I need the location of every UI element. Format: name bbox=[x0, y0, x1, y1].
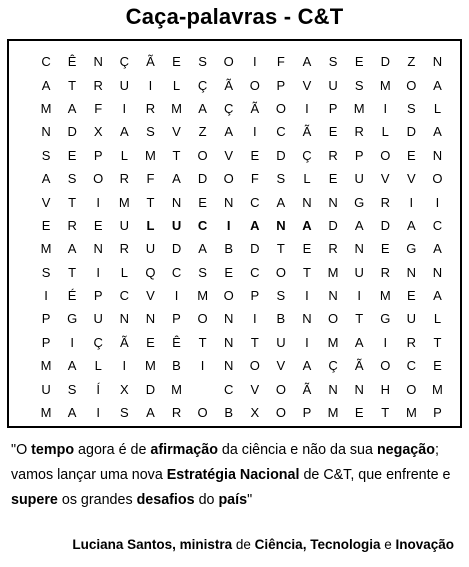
grid-letter[interactable]: T bbox=[381, 405, 390, 421]
grid-letter[interactable]: M bbox=[40, 358, 52, 374]
page-title: Caça-palavras - C&T bbox=[125, 4, 344, 29]
grid-letter[interactable]: E bbox=[41, 217, 51, 233]
grid-letter[interactable]: O bbox=[275, 381, 286, 397]
grid-letter[interactable]: F bbox=[94, 100, 103, 116]
grid-letter[interactable]: E bbox=[146, 334, 155, 350]
quote-attribution bbox=[0, 537, 454, 552]
grid-letter[interactable]: N bbox=[328, 381, 338, 397]
grid-letter[interactable]: E bbox=[302, 241, 312, 257]
grid-letter[interactable]: U bbox=[93, 311, 103, 327]
grid-letter[interactable]: I bbox=[252, 54, 257, 70]
grid-row bbox=[33, 97, 451, 120]
grid-letter[interactable]: Ê bbox=[172, 334, 181, 350]
grid-letter[interactable]: R bbox=[328, 241, 338, 257]
grid-letter[interactable]: I bbox=[305, 334, 309, 350]
grid-letter[interactable]: S bbox=[328, 54, 338, 70]
grid-letter[interactable]: I bbox=[435, 194, 440, 210]
grid-letter[interactable]: R bbox=[119, 241, 130, 257]
grid-letter[interactable]: R bbox=[93, 77, 103, 93]
grid-letter[interactable]: E bbox=[407, 288, 416, 304]
grid-letter[interactable]: P bbox=[172, 311, 181, 327]
grid-row bbox=[33, 354, 451, 377]
quote-keyword: tempo bbox=[31, 442, 75, 458]
grid-letter[interactable]: N bbox=[302, 194, 312, 210]
grid-letter[interactable]: C bbox=[197, 217, 208, 233]
caption-ministry: Ciência, Tecnologia bbox=[254, 537, 381, 552]
author-name: Luciana Santos, ministra bbox=[72, 537, 233, 552]
grid-letter[interactable]: A bbox=[146, 405, 155, 421]
quote-keyword: desafios bbox=[136, 492, 195, 508]
grid-letter[interactable]: F bbox=[250, 171, 259, 187]
grid-letter[interactable]: D bbox=[328, 217, 338, 233]
grid-letter[interactable]: D bbox=[380, 217, 390, 233]
grid-letter[interactable]: A bbox=[119, 124, 129, 140]
grid-letter[interactable]: S bbox=[67, 381, 77, 397]
grid-letter[interactable]: S bbox=[119, 405, 129, 421]
grid-letter[interactable]: M bbox=[171, 100, 182, 116]
grid-letter[interactable]: A bbox=[67, 100, 77, 116]
grid-letter[interactable]: M bbox=[40, 405, 52, 421]
grid-letter[interactable]: A bbox=[354, 334, 364, 350]
grid-letter[interactable]: T bbox=[68, 77, 77, 93]
grid-letter[interactable]: N bbox=[119, 311, 130, 327]
grid-letter[interactable]: S bbox=[146, 124, 155, 140]
grid-letter[interactable]: L bbox=[94, 358, 102, 374]
grid-letter[interactable]: S bbox=[198, 264, 207, 280]
grid-letter[interactable]: U bbox=[145, 241, 156, 257]
grid-letter[interactable]: V bbox=[41, 194, 51, 210]
grid-letter[interactable]: M bbox=[145, 147, 156, 163]
grid-letter[interactable]: T bbox=[433, 334, 442, 350]
grid-letter[interactable]: A bbox=[302, 54, 312, 70]
grid-letter[interactable]: N bbox=[354, 381, 364, 397]
grid-letter[interactable]: R bbox=[354, 124, 364, 140]
grid-letter[interactable]: D bbox=[406, 124, 417, 140]
grid-letter[interactable]: Ã bbox=[302, 381, 312, 397]
grid-letter[interactable]: T bbox=[276, 241, 285, 257]
grid-letter[interactable]: E bbox=[250, 147, 260, 163]
grid-letter[interactable]: B bbox=[224, 405, 234, 421]
grid-row bbox=[33, 190, 451, 213]
grid-letter[interactable]: M bbox=[327, 264, 339, 280]
grid-letter[interactable]: Q bbox=[145, 264, 156, 280]
grid-letter[interactable]: I bbox=[96, 194, 101, 210]
grid-letter[interactable]: P bbox=[328, 100, 338, 116]
grid-letter[interactable]: I bbox=[44, 288, 48, 304]
grid-letter[interactable]: G bbox=[354, 194, 365, 210]
grid-letter[interactable]: X bbox=[93, 124, 103, 140]
grid-letter[interactable]: N bbox=[224, 311, 234, 327]
quote-part: do bbox=[194, 492, 219, 508]
grid-letter[interactable]: I bbox=[252, 124, 257, 140]
grid-letter[interactable]: O bbox=[328, 311, 339, 327]
grid-letter[interactable]: P bbox=[41, 311, 51, 327]
quote-part: agora é de bbox=[74, 442, 151, 458]
grid-letter[interactable]: G bbox=[380, 311, 391, 327]
grid-letter[interactable]: A bbox=[67, 358, 77, 374]
grid-letter[interactable]: S bbox=[354, 77, 364, 93]
grid-letter[interactable]: A bbox=[41, 171, 51, 187]
grid-letter[interactable]: U bbox=[406, 311, 417, 327]
grid-letter[interactable]: B bbox=[224, 241, 234, 257]
grid-letter[interactable]: N bbox=[224, 334, 234, 350]
grid-letter[interactable]: P bbox=[354, 147, 364, 163]
grid-letter[interactable]: T bbox=[198, 334, 207, 350]
grid-letter[interactable]: N bbox=[93, 241, 103, 257]
grid-letter[interactable]: L bbox=[303, 171, 311, 187]
grid-letter[interactable]: Ã bbox=[354, 358, 364, 374]
grid-letter[interactable]: N bbox=[432, 54, 443, 70]
grid-letter[interactable]: Z bbox=[198, 124, 207, 140]
grid-letter[interactable]: I bbox=[96, 264, 101, 280]
grid-letter[interactable]: V bbox=[172, 124, 181, 140]
grid-letter[interactable]: E bbox=[198, 194, 207, 210]
grid-letter[interactable]: O bbox=[406, 77, 417, 93]
grid-letter[interactable]: C bbox=[171, 264, 182, 280]
grid-row bbox=[33, 284, 451, 307]
grid-letter[interactable]: N bbox=[328, 288, 338, 304]
grid-letter[interactable]: P bbox=[433, 405, 442, 421]
quote-keyword: afirmação bbox=[150, 442, 218, 458]
grid-row bbox=[33, 50, 451, 73]
grid-letter[interactable]: É bbox=[67, 288, 77, 304]
quote-keyword: negação bbox=[376, 442, 435, 458]
quote-keyword: país bbox=[218, 492, 248, 508]
grid-letter[interactable]: A bbox=[198, 241, 207, 257]
grid-letter[interactable]: O bbox=[275, 100, 286, 116]
grid-letter[interactable]: A bbox=[198, 100, 207, 116]
grid-letter[interactable]: P bbox=[93, 147, 103, 163]
grid-letter[interactable]: Ç bbox=[119, 54, 130, 70]
grid-letter[interactable]: R bbox=[328, 147, 338, 163]
grid-letter[interactable]: I bbox=[357, 288, 361, 304]
grid-letter[interactable]: N bbox=[93, 54, 103, 70]
grid-letter[interactable]: I bbox=[383, 100, 388, 116]
grid-letter[interactable]: E bbox=[354, 54, 364, 70]
grid-letter[interactable]: C bbox=[119, 288, 130, 304]
grid-row bbox=[33, 377, 451, 400]
grid-letter[interactable]: Ç bbox=[224, 100, 234, 116]
grid-letter[interactable]: T bbox=[68, 264, 77, 280]
grid-letter[interactable]: E bbox=[328, 171, 338, 187]
grid-letter[interactable]: I bbox=[200, 358, 205, 374]
grid-letter[interactable]: T bbox=[172, 147, 181, 163]
grid-letter[interactable]: M bbox=[40, 100, 52, 116]
grid-letter[interactable]: R bbox=[406, 334, 417, 350]
grid-letter[interactable]: P bbox=[302, 405, 312, 421]
grid-letter[interactable]: G bbox=[406, 241, 417, 257]
grid-row bbox=[33, 307, 451, 330]
caption-ministry: Inovação bbox=[395, 537, 454, 552]
grid-letter[interactable]: I bbox=[305, 288, 309, 304]
grid-letter[interactable]: N bbox=[41, 124, 51, 140]
grid-letter[interactable]: V bbox=[224, 147, 234, 163]
caption-part: e bbox=[380, 537, 396, 552]
grid-letter[interactable]: C bbox=[432, 217, 443, 233]
grid-letter[interactable]: P bbox=[93, 288, 103, 304]
grid-letter[interactable]: D bbox=[145, 381, 156, 397]
grid-letter[interactable]: S bbox=[407, 100, 416, 116]
grid-letter[interactable]: O bbox=[223, 171, 234, 187]
grid-letter[interactable]: E bbox=[433, 358, 442, 374]
grid-letter[interactable]: N bbox=[328, 194, 338, 210]
grid-letter[interactable]: V bbox=[302, 77, 312, 93]
grid-letter[interactable]: E bbox=[328, 124, 338, 140]
grid-letter[interactable]: E bbox=[380, 241, 390, 257]
grid-row bbox=[33, 167, 451, 190]
grid-row bbox=[33, 214, 451, 237]
grid-letter[interactable]: M bbox=[327, 334, 339, 350]
grid-letter[interactable]: A bbox=[433, 241, 442, 257]
grid-letter[interactable]: P bbox=[41, 334, 51, 350]
grid-letter[interactable]: U bbox=[354, 171, 364, 187]
quote-part: de C&T, que enfrente e bbox=[299, 467, 451, 483]
quote-part: " bbox=[247, 492, 253, 508]
grid-letter[interactable]: D bbox=[250, 241, 260, 257]
grid-letter[interactable]: A bbox=[67, 405, 77, 421]
grid-letter[interactable]: N bbox=[432, 147, 443, 163]
grid-letter[interactable]: I bbox=[122, 100, 127, 116]
grid-letter[interactable]: D bbox=[276, 147, 286, 163]
grid-letter[interactable]: M bbox=[197, 288, 209, 304]
grid-letter[interactable]: S bbox=[41, 147, 51, 163]
grid-letter[interactable]: I bbox=[148, 77, 153, 93]
grid-letter[interactable]: R bbox=[380, 194, 390, 210]
grid-letter[interactable]: O bbox=[93, 171, 104, 187]
grid-letter[interactable]: M bbox=[171, 381, 182, 397]
grid-letter[interactable]: N bbox=[276, 217, 286, 233]
grid-letter[interactable] bbox=[190, 378, 216, 401]
grid-letter[interactable]: O bbox=[380, 358, 391, 374]
grid-letter[interactable]: O bbox=[249, 77, 260, 93]
grid-letter[interactable]: E bbox=[224, 264, 234, 280]
grid-letter[interactable]: Ã bbox=[146, 54, 155, 70]
grid-letter[interactable]: T bbox=[303, 264, 311, 280]
grid-letter[interactable]: A bbox=[302, 217, 312, 233]
grid-letter[interactable]: M bbox=[118, 194, 130, 210]
grid-letter[interactable]: S bbox=[67, 171, 77, 187]
grid-row bbox=[33, 120, 451, 143]
grid-letter[interactable]: Z bbox=[407, 54, 416, 70]
grid-letter[interactable]: L bbox=[381, 124, 389, 140]
quote-part: "O bbox=[11, 442, 32, 458]
grid-letter[interactable]: D bbox=[171, 241, 182, 257]
grid-letter[interactable]: I bbox=[252, 311, 257, 327]
grid-letter[interactable]: A bbox=[67, 241, 77, 257]
caption-part: de bbox=[232, 537, 255, 552]
grid-letter[interactable]: U bbox=[328, 77, 338, 93]
grid-letter[interactable]: D bbox=[197, 171, 208, 187]
grid-letter[interactable]: R bbox=[145, 100, 156, 116]
grid-letter[interactable]: M bbox=[353, 100, 365, 116]
grid-letter[interactable]: I bbox=[383, 334, 388, 350]
grid-row bbox=[33, 261, 451, 284]
grid-letter[interactable]: A bbox=[250, 217, 260, 233]
grid-letter[interactable]: A bbox=[276, 194, 286, 210]
grid-letter[interactable]: I bbox=[122, 358, 127, 374]
grid-letter[interactable]: N bbox=[406, 264, 417, 280]
grid-letter[interactable]: Ã bbox=[119, 334, 129, 350]
grid-letter[interactable]: N bbox=[145, 311, 156, 327]
grid-letter[interactable]: M bbox=[379, 77, 391, 93]
grid-letter[interactable]: N bbox=[224, 358, 234, 374]
grid-letter[interactable]: Ç bbox=[93, 334, 103, 350]
grid-letter[interactable]: Í bbox=[96, 381, 101, 397]
grid-letter[interactable]: M bbox=[327, 405, 339, 421]
grid-letter[interactable]: C bbox=[41, 54, 51, 70]
grid-letter[interactable]: M bbox=[405, 405, 417, 421]
grid-letter[interactable]: A bbox=[433, 124, 442, 140]
grid-letter[interactable]: X bbox=[250, 405, 260, 421]
grid-letter[interactable]: N bbox=[432, 264, 443, 280]
grid-letter[interactable]: L bbox=[146, 217, 155, 233]
grid-letter[interactable]: Ã bbox=[302, 124, 312, 140]
grid-row bbox=[33, 73, 451, 96]
grid-letter[interactable]: I bbox=[409, 194, 414, 210]
grid-letter[interactable]: E bbox=[93, 217, 103, 233]
grid-letter[interactable]: E bbox=[172, 54, 181, 70]
grid-letter[interactable]: C bbox=[276, 124, 286, 140]
grid-letter[interactable]: R bbox=[119, 171, 130, 187]
grid-letter[interactable]: O bbox=[197, 405, 208, 421]
grid-letter[interactable]: U bbox=[276, 334, 286, 350]
grid-letter[interactable]: B bbox=[172, 358, 181, 374]
grid-row bbox=[33, 144, 451, 167]
grid-letter[interactable]: V bbox=[146, 288, 155, 304]
grid-letter[interactable]: E bbox=[407, 147, 416, 163]
grid-letter[interactable]: A bbox=[224, 124, 234, 140]
grid-letter[interactable]: A bbox=[172, 171, 181, 187]
grid-letter[interactable]: T bbox=[146, 194, 155, 210]
grid-letter[interactable]: I bbox=[174, 288, 179, 304]
grid-letter[interactable]: Ã bbox=[250, 100, 260, 116]
grid-letter[interactable]: B bbox=[276, 311, 286, 327]
grid-letter[interactable]: V bbox=[380, 171, 390, 187]
quote-part: ; vamos lançar uma nova bbox=[11, 442, 439, 483]
grid-letter[interactable]: U bbox=[119, 77, 130, 93]
grid-letter[interactable]: N bbox=[302, 311, 312, 327]
grid-letter[interactable]: S bbox=[276, 288, 286, 304]
grid-letter[interactable]: O bbox=[432, 171, 443, 187]
grid-letter[interactable]: R bbox=[171, 405, 182, 421]
quote-part: da ciência e não da sua bbox=[217, 442, 377, 458]
word-search-grid bbox=[7, 39, 462, 428]
grid-letter[interactable]: L bbox=[172, 77, 181, 93]
grid-letter[interactable]: O bbox=[223, 54, 234, 70]
grid-letter[interactable]: O bbox=[380, 147, 391, 163]
grid-letter[interactable]: O bbox=[197, 147, 208, 163]
grid-letter[interactable]: A bbox=[354, 217, 364, 233]
grid-letter[interactable]: O bbox=[406, 381, 417, 397]
grid-letter[interactable]: Ã bbox=[224, 77, 234, 93]
grid-letter[interactable]: E bbox=[354, 405, 364, 421]
grid-letter[interactable]: M bbox=[432, 381, 443, 397]
grid-letter[interactable]: R bbox=[380, 264, 390, 280]
grid-row bbox=[33, 331, 451, 354]
grid-letter[interactable]: I bbox=[226, 217, 231, 233]
grid-letter[interactable]: Ç bbox=[197, 77, 208, 93]
grid-letter[interactable]: Ç bbox=[302, 147, 312, 163]
grid-row bbox=[33, 237, 451, 260]
grid-letter[interactable]: O bbox=[275, 264, 286, 280]
grid-letter[interactable]: T bbox=[68, 194, 77, 210]
grid-letter[interactable]: L bbox=[120, 264, 128, 280]
quote-part: os grandes bbox=[57, 492, 137, 508]
grid-letter[interactable]: R bbox=[67, 217, 77, 233]
grid-letter[interactable]: U bbox=[119, 217, 130, 233]
grid-letter[interactable]: A bbox=[433, 288, 442, 304]
grid-letter[interactable]: V bbox=[276, 358, 286, 374]
quote-text bbox=[11, 438, 463, 513]
grid-letter[interactable]: V bbox=[250, 381, 260, 397]
grid-letter[interactable]: O bbox=[223, 288, 234, 304]
grid-letter[interactable]: L bbox=[433, 100, 442, 116]
grid-letter[interactable]: S bbox=[41, 264, 51, 280]
grid-letter[interactable]: F bbox=[276, 54, 285, 70]
grid-letter[interactable]: G bbox=[67, 311, 78, 327]
grid-row bbox=[33, 401, 451, 424]
grid-letter[interactable]: P bbox=[276, 77, 286, 93]
grid-letter[interactable]: I bbox=[70, 334, 74, 350]
grid-letter[interactable]: U bbox=[171, 217, 182, 233]
grid-letter[interactable]: X bbox=[119, 381, 129, 397]
grid-letter[interactable]: I bbox=[96, 405, 101, 421]
grid-letter[interactable]: C bbox=[250, 194, 260, 210]
grid-letter[interactable]: C bbox=[406, 358, 417, 374]
grid-letter[interactable]: T bbox=[250, 334, 259, 350]
grid-letter[interactable]: A bbox=[407, 217, 416, 233]
grid-letter[interactable]: E bbox=[67, 147, 77, 163]
grid-letter[interactable]: V bbox=[407, 171, 416, 187]
grid-letter[interactable]: Ê bbox=[67, 54, 77, 70]
grid-letter[interactable]: A bbox=[41, 77, 51, 93]
grid-letter[interactable]: O bbox=[249, 358, 260, 374]
grid-letter[interactable]: S bbox=[198, 54, 207, 70]
grid-letter[interactable]: M bbox=[145, 358, 156, 374]
grid-letter[interactable]: C bbox=[250, 264, 260, 280]
grid-letter[interactable]: F bbox=[146, 171, 155, 187]
quote-keyword: Estratégia Nacional bbox=[166, 467, 300, 483]
grid-letter[interactable]: A bbox=[302, 358, 312, 374]
grid-letter[interactable]: U bbox=[354, 264, 364, 280]
grid-letter[interactable]: N bbox=[354, 241, 364, 257]
grid-letter[interactable]: L bbox=[433, 311, 442, 327]
grid-letter[interactable]: I bbox=[305, 100, 309, 116]
grid-letter[interactable]: O bbox=[197, 311, 208, 327]
grid-letter[interactable]: L bbox=[120, 147, 128, 163]
grid-letter[interactable]: Ç bbox=[328, 358, 338, 374]
grid-letter[interactable]: D bbox=[67, 124, 77, 140]
quote-keyword: supere bbox=[11, 492, 58, 508]
grid-letter[interactable]: M bbox=[379, 288, 391, 304]
grid-letter[interactable]: U bbox=[41, 381, 51, 397]
letter-grid bbox=[33, 50, 451, 424]
grid-letter[interactable]: C bbox=[224, 381, 234, 397]
grid-letter[interactable]: D bbox=[380, 54, 390, 70]
grid-letter[interactable]: S bbox=[276, 171, 286, 187]
grid-letter[interactable]: M bbox=[40, 241, 52, 257]
grid-letter[interactable]: H bbox=[380, 381, 390, 397]
grid-letter[interactable]: A bbox=[433, 77, 442, 93]
grid-letter[interactable]: T bbox=[355, 311, 364, 327]
grid-letter[interactable]: P bbox=[250, 288, 260, 304]
grid-letter[interactable]: O bbox=[275, 405, 286, 421]
grid-letter[interactable]: N bbox=[171, 194, 182, 210]
grid-letter[interactable]: N bbox=[224, 194, 234, 210]
